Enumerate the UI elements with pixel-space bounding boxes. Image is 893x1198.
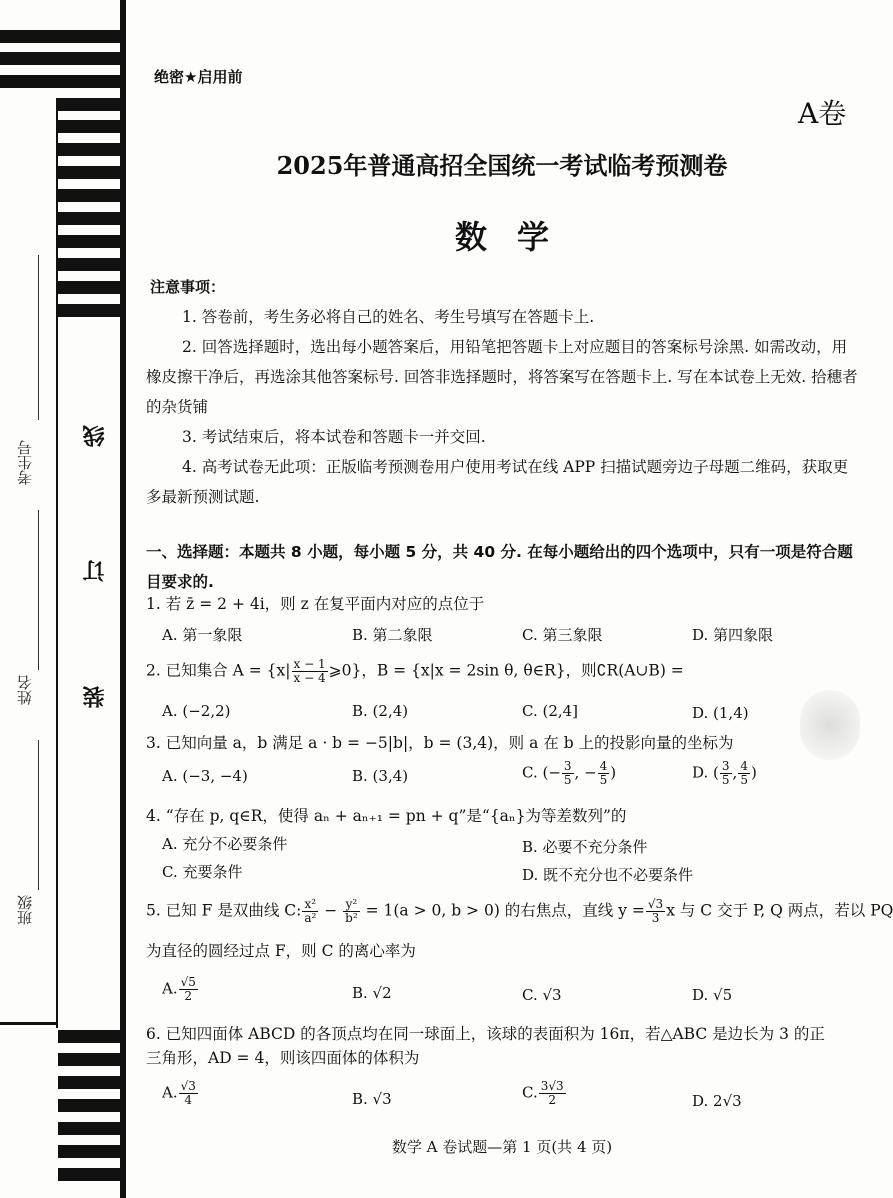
question-6-line2: 三角形，AD = 4，则该四面体的体积为 (146, 1049, 420, 1067)
q3-option-a: A. (−3, −4) (162, 767, 248, 785)
q2-option-a: A. (−2,2) (162, 702, 231, 720)
notice-item-2: 2. 回答选择题时，选出每小题答案后，用铅笔把答题卡上对应题目的答案标号涂黑. 如需改动，用橡皮擦干净后，再选涂其他答案标号. 回答非选择题时，将答案写在答题卡上. 写在本试卷上无效. 拾穗者的杂货铺 (146, 338, 858, 416)
section-heading: 一、选择题：本题共 8 小题，每小题 5 分，共 40 分. 在每小题给出的四个选项中，只有一项是符合题目要求的. (146, 543, 853, 591)
question-5-line2: 为直径的圆经过点 F，则 C 的离心率为 (146, 942, 416, 960)
q5-option-a: A. $\frac{√5}{2}$ (162, 975, 196, 1003)
q1-option-a: A. 第一象限 (162, 626, 243, 644)
q6-option-b: B. √3 (352, 1090, 392, 1108)
question-4-stem: 4. “存在 p, q∈R，使得 aₙ + aₙ₊₁ = pn + q”是“{aₙ}为等差数列”的 (146, 807, 627, 825)
seal-stamp-icon (800, 690, 860, 760)
q1-option-d: D. 第四象限 (692, 626, 774, 644)
question-1-stem: 1. 若 z̄ = 2 + 4i，则 z 在复平面内对应的点位于 (146, 595, 485, 613)
q3-option-b: B. (3,4) (352, 767, 409, 785)
q3-option-c: C. (− $\frac{3}{5}$ , − $\frac{4}{5}$ ) (522, 759, 617, 787)
q6-option-a: A. $\frac{√3}{4}$ (162, 1079, 196, 1107)
q6-option-d: D. 2√3 (692, 1092, 742, 1110)
q3-option-d: D. ( $\frac{3}{5}$ , $\frac{4}{5}$ ) (692, 759, 757, 787)
question-5-stem: 5. 已知 F 是双曲线 C: $\frac{\text{x²}}{\text{a²}}$ − $\frac{\text{y²}}{\text{b²}}$ = 1(a > 0, b > 0) 的右焦点，直线 y = $\frac{√3}{3}$ x 与 C 交于 P, Q 两点，若以 PQ (146, 897, 893, 925)
exam-title: 2025年普通高招全国统一考试临考预测卷 (276, 151, 728, 180)
label-exam-number: 考生号 (16, 440, 34, 485)
bind-word-line: 线 (83, 425, 108, 447)
secret-mark: 绝密★启用前 (154, 68, 243, 86)
q2-option-b: B. (2,4) (352, 702, 409, 720)
q4-option-d: D. 既不充分也不必要条件 (522, 866, 694, 884)
q5-option-d: D. √5 (692, 986, 733, 1004)
q4-option-c: C. 充要条件 (162, 863, 243, 881)
q5-option-c: C. √3 (522, 986, 562, 1004)
q2-option-d: D. (1,4) (692, 704, 749, 722)
binding-strip (0, 0, 126, 1198)
bind-word-staple: 订 (83, 560, 108, 582)
notice-item-3: 3. 考试结束后，将本试卷和答题卡一并交回. (182, 428, 486, 446)
bind-word-bind: 装 (83, 686, 108, 708)
q2-option-c: C. (2,4] (522, 702, 579, 720)
volume-label: A卷 (798, 97, 847, 130)
q4-option-b: B. 必要不充分条件 (522, 838, 648, 856)
question-2-stem: 2. 已知集合 A = {x| $\frac{x - 1}{x - 4}$ ⩾0}，B = {x|x = 2sin θ, θ∈R}，则∁R(A∪B) = (146, 657, 684, 685)
subject-title: 数学 (454, 218, 579, 256)
question-3-stem: 3. 已知向量 a，b 满足 a · b = −5|b|，b = (3,4)，则 a 在 b 上的投影向量的坐标为 (146, 734, 734, 752)
q1-option-b: B. 第二象限 (352, 626, 433, 644)
question-6-line1: 6. 已知四面体 ABCD 的各顶点均在同一球面上，该球的表面积为 16π，若△ABC 是边长为 3 的正 (146, 1025, 825, 1043)
q5-option-b: B. √2 (352, 984, 392, 1002)
notice-item-4: 4. 高考试卷无此项：正版临考预测卷用户使用考试在线 APP 扫描试题旁边子母题二维码，获取更多最新预测试题. (146, 458, 849, 506)
q6-option-c: C. $\frac{3√3}{2}$ (522, 1079, 564, 1107)
notice-heading: 注意事项： (150, 278, 226, 296)
label-name: 姓名 (16, 675, 34, 705)
q4-option-a: A. 充分不必要条件 (162, 835, 288, 853)
q2-fraction: $\frac{x - 1}{x - 4}$ (293, 657, 326, 685)
label-class: 班级 (16, 895, 34, 925)
notice-item-1: 1. 答卷前，考生务必将自己的姓名、考生号填写在答题卡上. (182, 308, 595, 326)
page-footer: 数学 A 卷试题—第 1 页(共 4 页) (391, 1138, 613, 1156)
q1-option-c: C. 第三象限 (522, 626, 603, 644)
